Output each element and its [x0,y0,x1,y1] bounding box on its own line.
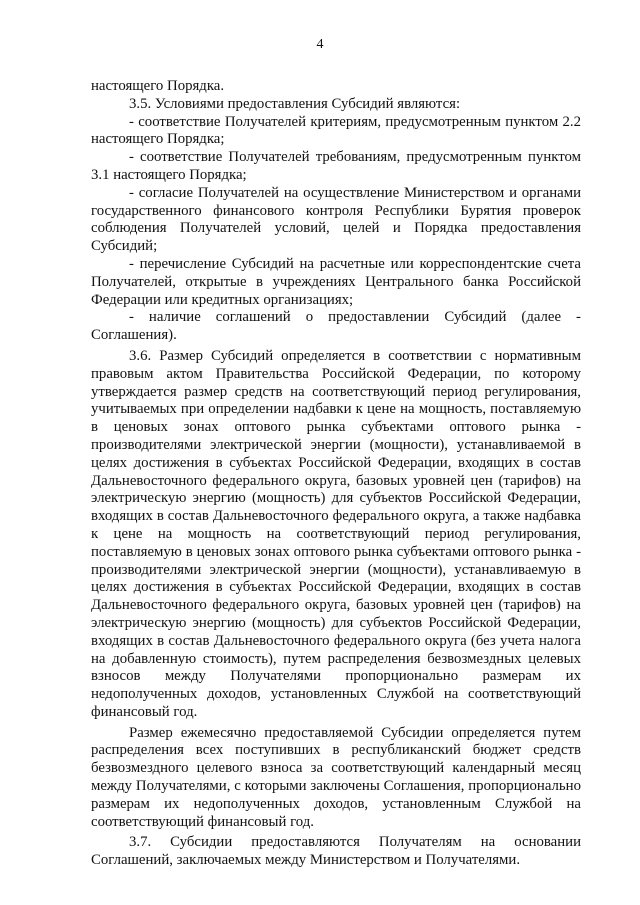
paragraph-3-7: 3.7. Субсидии предоставляются Получателям на основании Соглашений, заключаемых между Министерством и Получателями. [91,834,581,869]
paragraph-continuation: настоящего Порядка. [91,78,225,94]
paragraph-3-6: 3.6. Размер Субсидий определяется в соответствии с нормативным правовым актом Правительства Российской Федерации, по которому утверждается размер средств на соответствующий период регулирования, учитываемых при определении надбавки к цене на мощность, поставляемую в ценовых зонах оптового рынка субъектами оптового рынка - производителями электрической энергии (мощности), устанавливаемой в целях достижения в субъектах Российской Федерации, входящих в состав Дальневосточного федерального округа, базовых уровней цен (тарифов) на электрическую энергию (мощность) для субъектов Российской Федерации, входящих в состав Дальневосточного федерального округа, а также надбавка к цене на мощность на соответствующий период регулирования, поставляемую в ценовых зонах оптового рынка субъектами оптового рынка - производителями электрической энергии (мощности), устанавливаемую в целях достижения в субъектах Российской Федерации, входящих в состав Дальневосточного федерального округа, базовых уровней цен (тарифов) на электрическую энергию (мощность) для субъектов Российской Федерации, входящих в состав Дальневосточного федерального округа (без учета налога на добавленную стоимость), путем распределения безвозмездных целевых взносов между Получателями пропорционально размерам их недополученных доходов, установленных Службой на соответствующий финансовый год. [91,347,581,720]
list-item-criteria: - соответствие Получателей критериям, предусмотренным пунктом 2.2 настоящего Порядка; [91,113,581,148]
list-item-requirements: - соответствие Получателей требованиям, предусмотренным пунктом 3.1 настоящего Порядка; [91,149,581,183]
paragraph-3-5-heading: 3.5. Условиями предоставления Субсидий являются: [129,95,461,112]
list-item-transfer: - перечисление Субсидий на расчетные или корреспондентские счета Получателей, открытые в учреждениях Центрального банка Российской Федерации или кредитных организациях; [91,255,581,308]
list-item-agreements: - наличие соглашений о предоставлении Субсидий (далее - Соглашения). [91,309,581,344]
list-item-consent: - согласие Получателей на осуществление Министерством и органами государственного финансового контроля Республики Бурятия проверок соблюдения Получателей условий, целей и Порядка предоставления Субсидий; [91,184,581,255]
paragraph-monthly-size: Размер ежемесячно предоставляемой Субсидии определяется путем распределения всех поступивших в республиканский бюджет средств безвозмездного целевого взноса за соответствующий календарный месяц между Получателями, с которыми заключены Соглашения, пропорционально размерам их недополученных доходов, установленным Службой на соответствующий финансовый год. [91,724,581,830]
document-body [91,78,581,870]
page-number: 4 [316,37,324,52]
